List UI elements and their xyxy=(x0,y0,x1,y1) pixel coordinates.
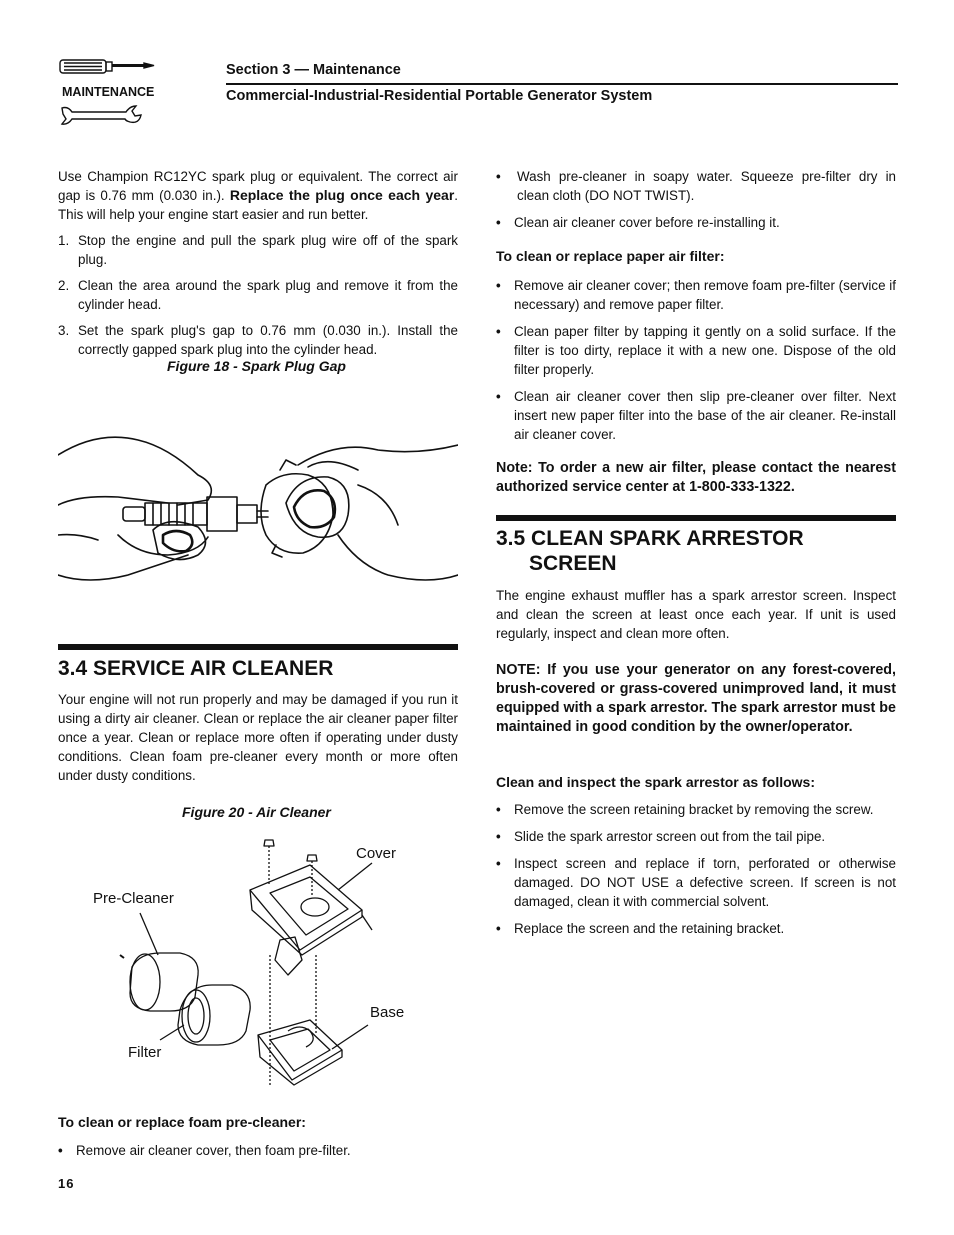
bullet-text: Remove air cleaner cover; then remove foam pre-filter (service if necessary) and remove paper filter. xyxy=(514,278,896,312)
step-text: Clean the area around the spark plug and remove it from the cylinder head. xyxy=(78,278,458,312)
bullet-text: Clean air cleaner cover before re-installing it. xyxy=(514,215,780,230)
header-rule xyxy=(226,83,898,85)
intro-bold: Replace the plug once each year xyxy=(229,187,455,203)
section-34-body: Your engine will not run properly and may be damaged if you run it using a dirty air cleaner. Clean or replace the air cleaner paper filter once a year. Clean or replace more often if operating under dusty conditions. Clean foam pre-cleaner every month or more often under dusty conditions. xyxy=(58,692,458,783)
bullet: • xyxy=(496,856,501,871)
spark-plug-intro-block xyxy=(58,167,458,224)
page-number: 16 xyxy=(58,1176,75,1191)
list-item xyxy=(496,800,896,819)
bullet-text: Clean paper filter by tapping it gently on a solid surface. If the filter is too dirty, replace it with a new one. Dispose of the old filter properly. xyxy=(514,324,896,377)
label-filter: Filter xyxy=(128,1044,162,1061)
bullet: • xyxy=(496,829,501,844)
label-pre-cleaner: Pre-Cleaner xyxy=(93,890,174,907)
bullet: • xyxy=(496,169,501,184)
list-item xyxy=(496,827,896,846)
foam-heading: To clean or replace foam pre-cleaner: xyxy=(58,1114,306,1130)
wrench-icon xyxy=(62,106,141,124)
air-filter-order-note: Note: To order a new air filter, please contact the nearest authorized service center at 1-800-333-1322. xyxy=(496,460,896,495)
section-35-heading-line1: 3.5 CLEAN SPARK ARRESTOR xyxy=(496,527,804,550)
step-item xyxy=(58,231,458,269)
bullet: • xyxy=(496,389,501,404)
step-number: 2. xyxy=(58,278,70,293)
list-item xyxy=(496,854,896,911)
bullet: • xyxy=(496,802,501,817)
intro-text-a: Use Champion RC12YC spark plug or equivalent. The correct air gap is 0.76 mm (0.030 in.). xyxy=(58,169,458,203)
label-cover: Cover xyxy=(356,845,397,862)
spark-arrestor-note: NOTE: If you use your generator on any forest-covered, brush-covered or grass-covered unimproved land, it must equipped with a spark arrestor. The spark arrestor must be maintained in good condition by the owner/operator. xyxy=(496,662,896,735)
spark-plug-steps xyxy=(58,231,458,359)
arrestor-bullets xyxy=(496,800,896,938)
list-item xyxy=(496,276,896,314)
logo-text: MAINTENANCE xyxy=(62,85,155,99)
step-item xyxy=(58,276,458,314)
section-35-body: The engine exhaust muffler has a spark arrestor screen. Inspect and clean the screen at least once each year. If unit is used regularly, inspect and clean more often. xyxy=(496,588,896,641)
spark-plug-gap-illustration xyxy=(58,425,458,610)
section-34-rule xyxy=(58,644,458,650)
bullet-text: Replace the screen and the retaining bracket. xyxy=(514,921,785,936)
intro-text-b: . This will help your engine start easier and run better. xyxy=(58,188,458,222)
step-text: Set the spark plug's gap to 0.76 mm (0.030 in.). Install the correctly gapped spark plug into the cylinder head. xyxy=(78,323,458,357)
step-item xyxy=(58,321,458,359)
section-title: Section 3 — Maintenance xyxy=(226,62,401,78)
bullet-text: Slide the spark arrestor screen out from the tail pipe. xyxy=(514,829,826,844)
spark-plug-intro xyxy=(58,167,458,224)
step-number: 3. xyxy=(58,323,70,338)
bullet: • xyxy=(496,921,501,936)
list-item xyxy=(496,387,896,444)
screwdriver-icon xyxy=(60,60,154,73)
pre-cleaner-bullets xyxy=(496,167,896,232)
bullet-text: Inspect screen and replace if torn, perforated or otherwise damaged. DO NOT USE a defective screen. If screen is not damaged, clean it with commercial solvent. xyxy=(514,856,896,909)
bullet: • xyxy=(496,215,501,230)
bullet-text: Remove the screen retaining bracket by removing the screw. xyxy=(514,802,874,817)
bullet: • xyxy=(496,278,501,293)
figure-20-caption: Figure 20 - Air Cleaner xyxy=(182,804,331,820)
bullet-text: Wash pre-cleaner in soapy water. Squeeze pre-filter dry in clean cloth (DO NOT TWIST). xyxy=(517,169,896,203)
list-item xyxy=(496,167,896,205)
arrestor-heading: Clean and inspect the spark arrestor as follows: xyxy=(496,774,815,790)
document-subtitle: Commercial-Industrial-Residential Portable Generator System xyxy=(226,88,653,104)
foam-bullets xyxy=(58,1141,458,1160)
bullet-text: Remove air cleaner cover, then foam pre-filter. xyxy=(76,1143,351,1158)
bullet-text: Clean air cleaner cover then slip pre-cleaner over filter. Next insert new paper filter into the base of the air cleaner. Re-install air cleaner cover. xyxy=(514,389,896,442)
list-item xyxy=(496,322,896,379)
label-base: Base xyxy=(370,1004,405,1021)
paper-filter-bullets xyxy=(496,276,896,444)
bullet: • xyxy=(58,1143,63,1158)
section-35-rule xyxy=(496,515,896,521)
list-item xyxy=(58,1141,458,1160)
list-item xyxy=(496,213,896,232)
list-item xyxy=(496,919,896,938)
step-text: Stop the engine and pull the spark plug wire off of the spark plug. xyxy=(78,233,458,267)
bullet: • xyxy=(496,324,501,339)
step-number: 1. xyxy=(58,233,70,248)
paper-filter-heading: To clean or replace paper air filter: xyxy=(496,248,725,264)
section-35-heading-line2: SCREEN xyxy=(529,552,617,575)
section-35-heading xyxy=(496,526,804,576)
section-34-heading: 3.4 SERVICE AIR CLEANER xyxy=(58,657,334,680)
figure-18-caption: Figure 18 - Spark Plug Gap xyxy=(167,358,346,374)
maintenance-logo xyxy=(58,56,218,132)
